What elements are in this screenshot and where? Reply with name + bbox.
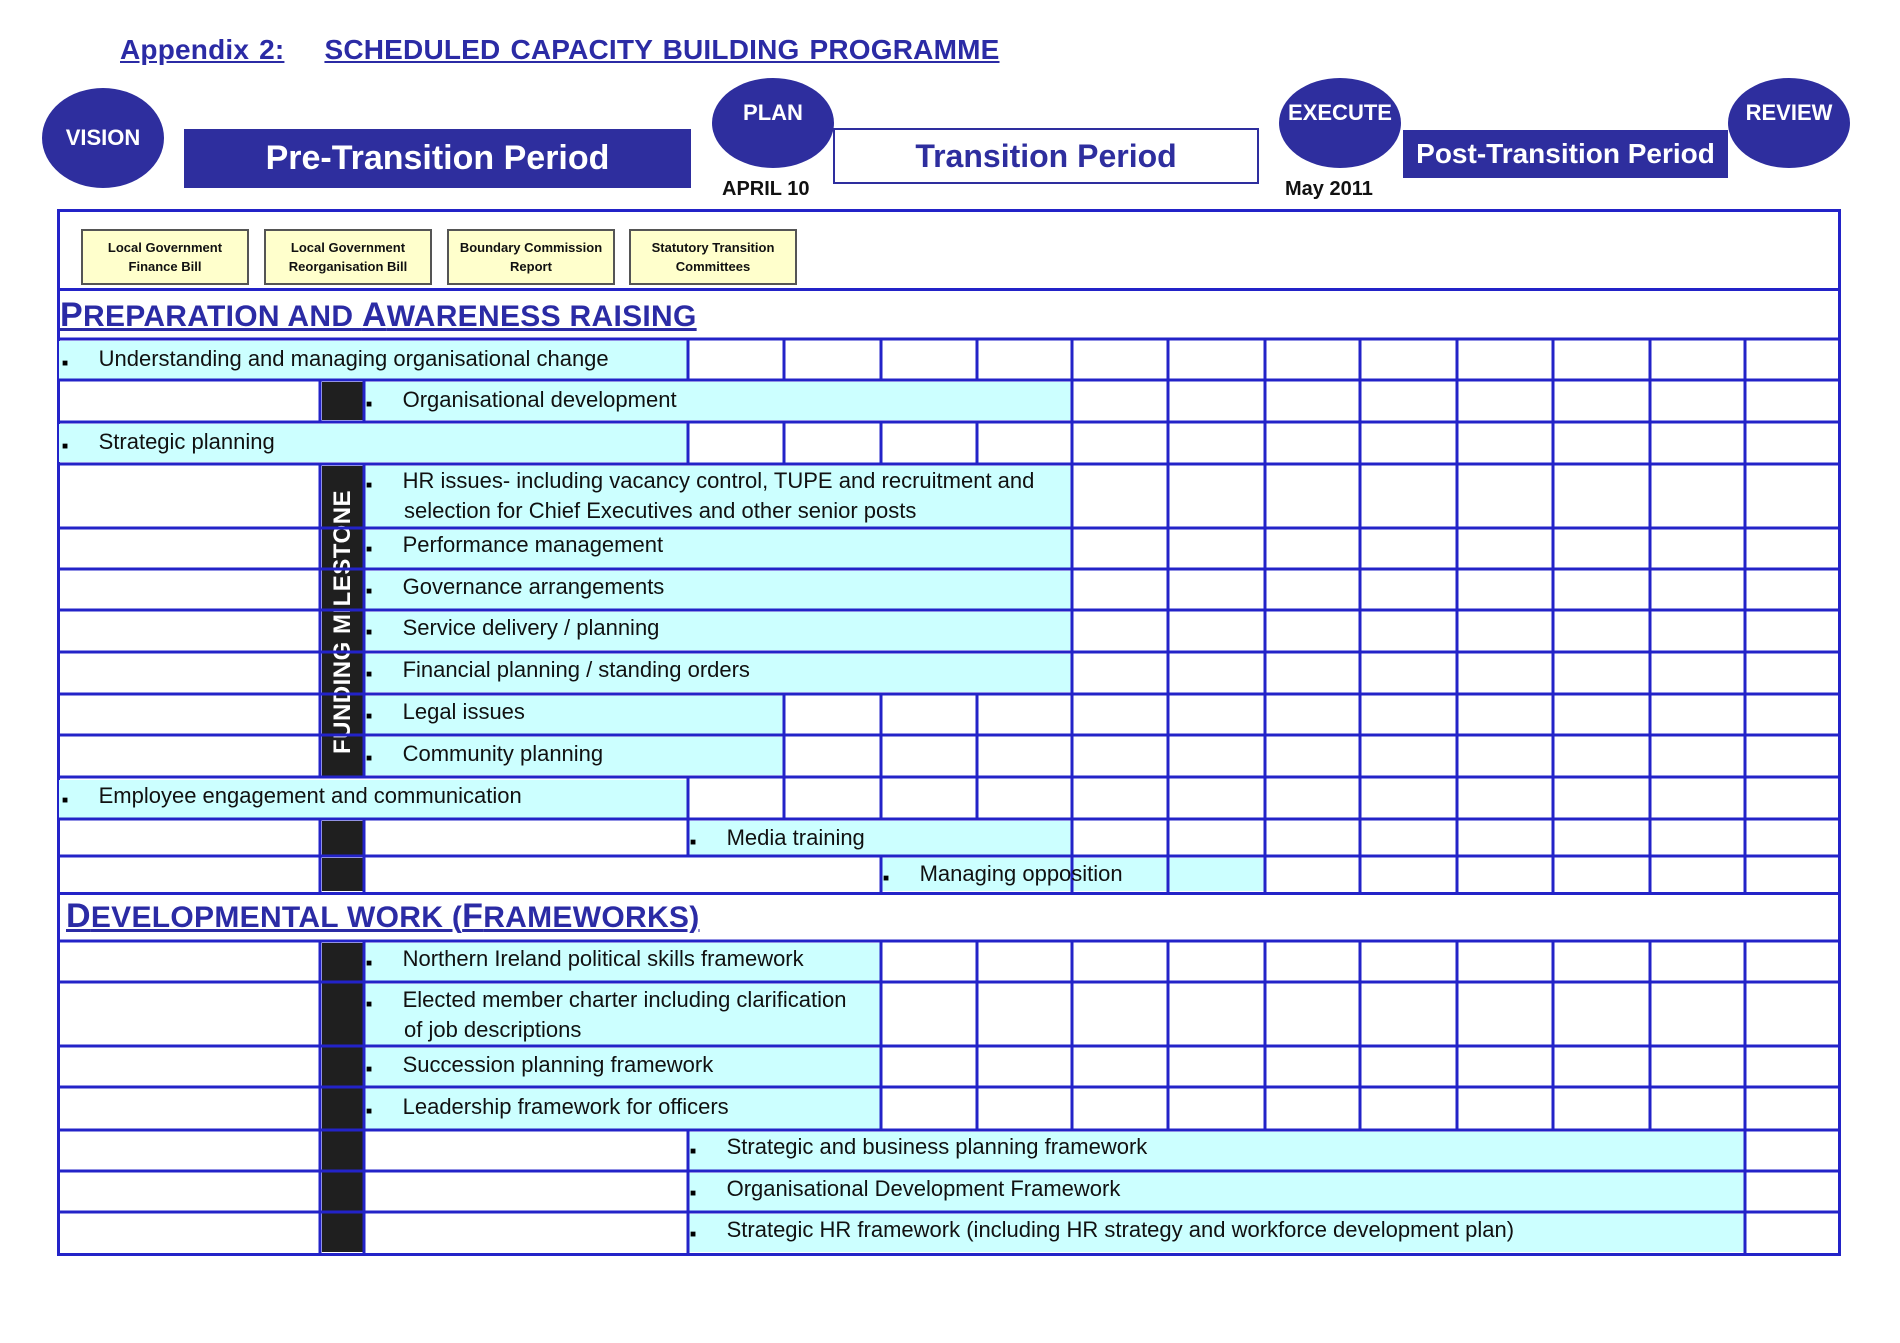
milestone-box: Local Government Finance Bill (81, 229, 249, 285)
list-item: ■ Organisational development (366, 387, 677, 412)
bullet-icon: ■ (366, 627, 373, 638)
pre-transition-label: Pre-Transition Period (265, 139, 610, 177)
bullet-icon: ■ (62, 441, 69, 452)
list-item: ■ Legal issues (366, 699, 525, 724)
milestone-box: Statutory Transition Committees (629, 229, 797, 285)
list-item: ■ Succession planning framework (366, 1052, 714, 1077)
bullet-icon: ■ (366, 753, 373, 764)
list-item: ■ Elected member charter including clarification (366, 987, 847, 1012)
post-transition-label: Post-Transition Period (1416, 138, 1715, 169)
list-item: ■ Community planning (366, 741, 604, 766)
developmental-section-title: DEVELOPMENTAL WORK (FRAMEWORKS) (66, 897, 700, 935)
preparation-section-title: PREPARATION AND AWARENESS RAISING (60, 296, 697, 334)
list-item: ■ Governance arrangements (366, 574, 665, 599)
bullet-icon: ■ (690, 837, 697, 848)
list-item: ■ Media training (690, 825, 865, 850)
list-item: ■ Strategic planning (62, 429, 275, 454)
milestone-box: Boundary Commission Report (447, 229, 615, 285)
bullet-icon: ■ (883, 873, 890, 884)
plan-label: PLAN (743, 100, 803, 125)
list-item: ■ Understanding and managing organisational change (62, 346, 609, 371)
bullet-icon: ■ (62, 795, 69, 806)
transition-label: Transition Period (915, 137, 1177, 174)
bullet-icon: ■ (366, 711, 373, 722)
bullet-icon: ■ (366, 544, 373, 555)
bullet-icon: ■ (366, 999, 373, 1010)
execute-label: EXECUTE (1288, 100, 1392, 125)
bullet-icon: ■ (366, 1064, 373, 1075)
list-item: ■ Strategic HR framework (including HR strategy and workforce development plan) (690, 1217, 1515, 1242)
list-item: ■ Financial planning / standing orders (366, 657, 750, 682)
list-item: ■ Managing opposition (883, 861, 1123, 886)
bullet-icon: ■ (690, 1229, 697, 1240)
review-label: REVIEW (1745, 100, 1833, 125)
list-item-continuation: of job descriptions (404, 1017, 582, 1042)
list-item: ■ Organisational Development Framework (690, 1176, 1121, 1201)
bullet-icon: ■ (62, 358, 69, 369)
appendix-label: Appendix 2: (120, 34, 285, 65)
list-item: ■ Service delivery / planning (366, 615, 660, 640)
bullet-icon: ■ (366, 399, 373, 410)
funding-milestone-label: FUNDING MILESTONE (329, 489, 356, 754)
bullet-icon: ■ (366, 958, 373, 969)
bullet-icon: ■ (366, 480, 373, 491)
programme-title: SCHEDULED CAPACITY BUILDING PROGRAMME (324, 34, 1000, 65)
list-item: ■ Leadership framework for officers (366, 1094, 729, 1119)
bullet-icon: ■ (690, 1188, 697, 1199)
list-item-continuation: selection for Chief Executives and other senior posts (404, 498, 917, 523)
bullet-icon: ■ (366, 1106, 373, 1117)
list-item: ■ HR issues- including vacancy control, TUPE and recruitment and (366, 468, 1035, 493)
list-item: ■ Performance management (366, 532, 664, 557)
execute-date: May 2011 (1285, 178, 1373, 200)
bullet-icon: ■ (690, 1146, 697, 1157)
list-item: ■ Employee engagement and communication (62, 783, 522, 808)
list-item: ■ Northern Ireland political skills framework (366, 946, 804, 971)
bullet-icon: ■ (366, 669, 373, 680)
plan-date: APRIL 10 (722, 178, 810, 200)
list-item: ■ Strategic and business planning framework (690, 1134, 1148, 1159)
vision-label: VISION (65, 125, 141, 150)
milestone-box: Local Government Reorganisation Bill (264, 229, 432, 285)
bullet-icon: ■ (366, 586, 373, 597)
